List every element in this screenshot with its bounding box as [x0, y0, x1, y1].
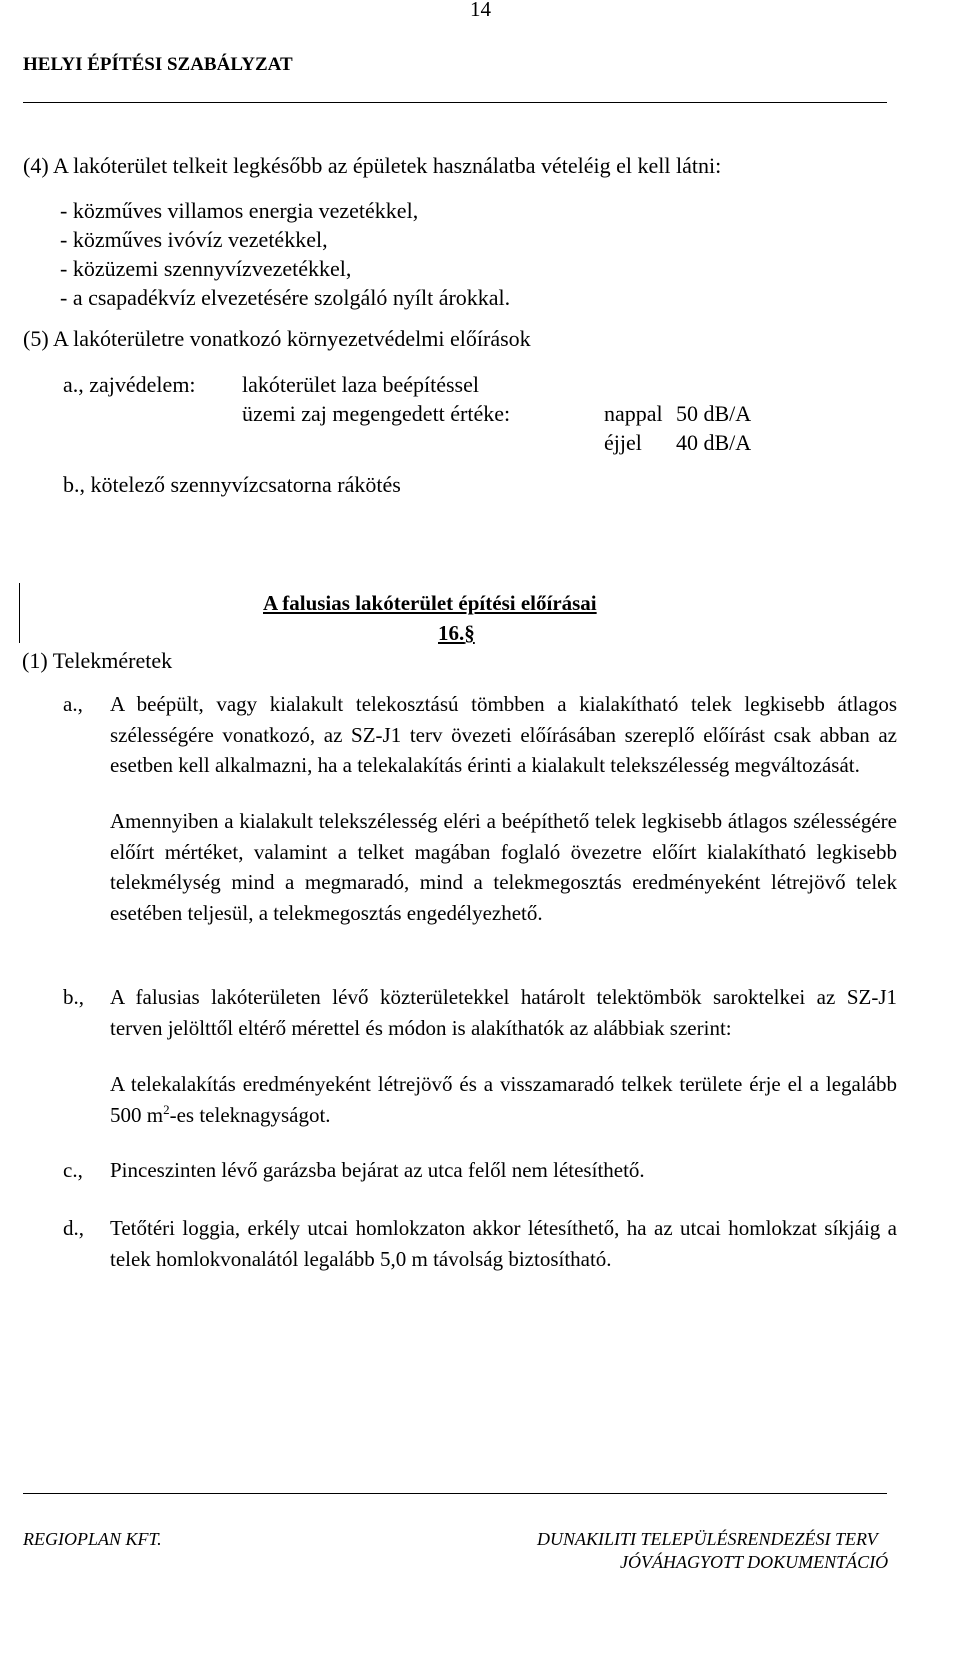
section-4-item-2: - közműves ivóvíz vezetékkel,: [60, 227, 328, 252]
para-d-label: d.,: [63, 1216, 84, 1240]
subsection-title: (1) Telekméretek: [22, 648, 173, 673]
page-number: 14: [470, 0, 491, 21]
chapter-title: A falusias lakóterület építési előírásai: [263, 591, 597, 615]
para-b-text-2-main: A telekalakítás eredményeként létrejövő és a visszamaradó telkek területe érje el a legalább 500 m: [110, 1072, 897, 1127]
header-rule: [23, 102, 887, 103]
section-sign: §: [464, 621, 475, 645]
night-label: éjjel: [604, 430, 642, 455]
night-value: 40 dB/A: [676, 430, 752, 455]
sewer-connection-line: b., kötelező szennyvízcsatorna rákötés: [63, 472, 401, 497]
para-a-text-1: A beépült, vagy kialakult telekosztású tömbben a kialakítható telek legkisebb átlagos szélességére vonatkozó, az SZ-J1 terv övezeti előírásában szereplő előírást csak abban az esetben kell alkalmazni, ha a telekalakítás érinti a kialakult telekszélesség megváltozását.: [110, 692, 897, 778]
day-value: 50 dB/A: [676, 401, 752, 426]
footer-rule: [23, 1493, 887, 1494]
section-number: [438, 619, 475, 647]
noise-zone-text: lakóterület laza beépítéssel: [242, 372, 479, 397]
day-label: nappal: [604, 401, 663, 426]
para-d-text: Tetőtéri loggia, erkély utcai homlokzaton akkor létesíthető, ha az utcai homlokzat síkjáig a telek homlokvonalától legalább 5,0 m távolság biztosítható.: [110, 1216, 897, 1271]
footer-project: DUNAKILITI TELEPÜLÉSRENDEZÉSI TERV: [537, 1529, 878, 1549]
footer-document-type: JÓVÁHAGYOTT DOKUMENTÁCIÓ: [620, 1552, 889, 1572]
para-b-label: b.,: [63, 985, 84, 1009]
section-4-item-3: - közüzemi szennyvízvezetékkel,: [60, 256, 352, 281]
section-4-item-4: - a csapadékvíz elvezetésére szolgáló nyílt árokkal.: [60, 285, 511, 310]
superscript-2: 2: [163, 1101, 170, 1117]
para-a-label: a.,: [63, 692, 83, 716]
para-b-text-2-end: -es teleknagyságot.: [169, 1102, 331, 1127]
section-number-value: 16.: [438, 621, 465, 645]
section-5-heading: (5) A lakóterületre vonatkozó környezetvédelmi előírások: [23, 326, 531, 351]
noise-protection-label: a., zajvédelem:: [63, 372, 196, 397]
para-c-label: c.,: [63, 1158, 83, 1182]
para-a-text-2: Amennyiben a kialakult telekszélesség eléri a beépíthető telek legkisebb átlagos szélességére előírt mértéket, valamint a telket magában foglaló övezetre előírt kialakítható legkisebb telekmélység mind a megmaradó, mind a telekmegosztás eredményeként létrejövő telek esetében teljesül, a telekmegosztás engedélyezhető.: [110, 809, 897, 925]
header-title: HELYI ÉPÍTÉSI SZABÁLYZAT: [23, 54, 293, 75]
section-4-item-1: - közműves villamos energia vezetékkel,: [60, 198, 419, 223]
para-b-text-2: [110, 1069, 897, 1130]
para-b-text-1: A falusias lakóterületen lévő közterületekkel határolt telektömbök saroktelkei az SZ-J1 terven jelölttől eltérő mérettel és módon is alakíthatók az alábbiak szerint:: [110, 985, 897, 1040]
section-4-heading: (4) A lakóterület telkeit legkésőbb az épületek használatba vételéig el kell látni:: [23, 153, 722, 178]
para-c-text: Pinceszinten lévő garázsba bejárat az utca felől nem létesíthető.: [110, 1158, 645, 1182]
change-bar: [19, 583, 20, 643]
footer-company: REGIOPLAN KFT.: [23, 1529, 162, 1549]
noise-limit-label: üzemi zaj megengedett értéke:: [242, 401, 511, 426]
